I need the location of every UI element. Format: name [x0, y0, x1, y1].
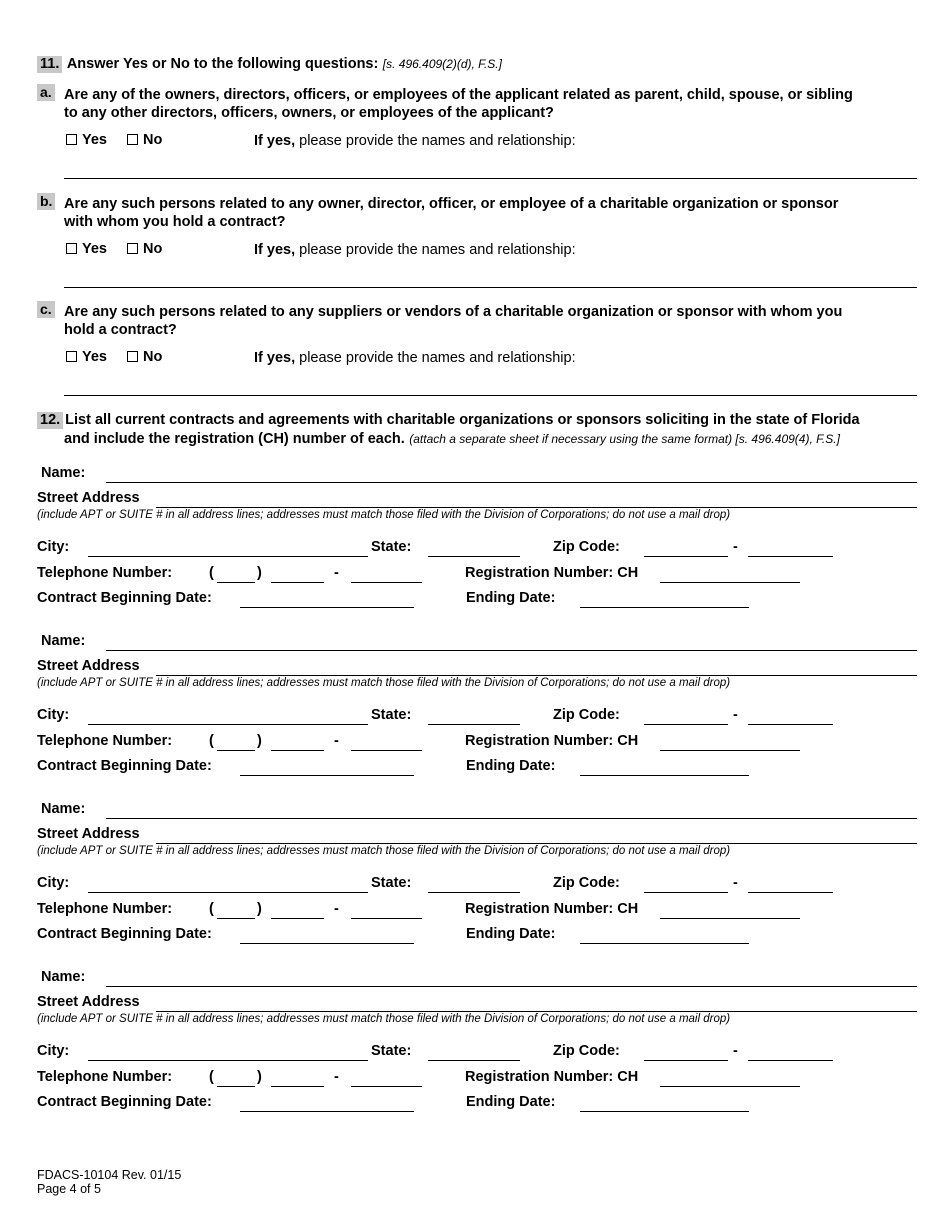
telephone-label: Telephone Number: — [37, 565, 173, 581]
telephone-label: Telephone Number: — [37, 1069, 173, 1085]
yes-no-group — [66, 349, 162, 365]
ending-date-field[interactable] — [580, 775, 749, 776]
registration-field[interactable] — [660, 1086, 800, 1087]
street-address-label: Street Address — [37, 658, 140, 674]
question-line1: Are any such persons related to any owner, director, officer, or employee of a charitable organization or sponsor — [64, 196, 839, 212]
contract-begin-label: Contract Beginning Date: — [37, 590, 212, 606]
no-checkbox[interactable] — [127, 243, 138, 254]
phone-line-field[interactable] — [351, 1086, 422, 1087]
no-label: No — [143, 132, 163, 148]
city-label: City: — [37, 875, 70, 891]
registration-label: Registration Number: CH — [465, 901, 639, 917]
zip-ext-field[interactable] — [748, 724, 833, 725]
state-label: State: — [371, 1043, 412, 1059]
if-yes-rest: please provide the names and relationship: — [295, 350, 576, 366]
contract-begin-field[interactable] — [240, 1111, 414, 1112]
question-letter: b. — [37, 193, 55, 210]
city-label: City: — [37, 1043, 70, 1059]
zip-field[interactable] — [644, 724, 728, 725]
zip-label: Zip Code: — [553, 875, 620, 891]
name-field[interactable] — [106, 986, 917, 987]
no-label: No — [143, 241, 163, 257]
zip-field[interactable] — [644, 556, 728, 557]
zip-label: Zip Code: — [553, 707, 620, 723]
name-field[interactable] — [106, 482, 917, 483]
q11-header — [37, 55, 502, 73]
no-label: No — [143, 349, 163, 365]
footer — [37, 1168, 181, 1196]
zip-dash: - — [733, 875, 738, 891]
telephone-label: Telephone Number: — [37, 733, 173, 749]
phone-prefix-field[interactable] — [271, 918, 324, 919]
street-address-field[interactable] — [156, 507, 917, 508]
ending-date-label: Ending Date: — [466, 926, 556, 942]
zip-field[interactable] — [644, 892, 728, 893]
zip-label: Zip Code: — [553, 1043, 620, 1059]
if-yes-bold: If yes, — [254, 133, 296, 149]
ending-date-label: Ending Date: — [466, 758, 556, 774]
address-note: (include APT or SUITE # in all address lines; addresses must match those filed with the Division of Corporations; do not use a mail drop) — [37, 845, 731, 857]
q12-line2 — [64, 430, 840, 448]
city-field[interactable] — [88, 724, 368, 725]
address-note: (include APT or SUITE # in all address lines; addresses must match those filed with the Division of Corporations; do not use a mail drop) — [37, 1013, 731, 1025]
relationship-answer-line[interactable] — [64, 178, 917, 179]
name-label: Name: — [41, 465, 86, 481]
question-line1: Are any of the owners, directors, officers, or employees of the applicant related as parent, child, spouse, or sibling — [64, 87, 853, 103]
phone-dash: - — [334, 901, 339, 917]
question-line2: hold a contract? — [64, 322, 177, 338]
yes-checkbox[interactable] — [66, 243, 77, 254]
question-line2: to any other directors, officers, owners, or employees of the applicant? — [64, 105, 554, 121]
q12-number: 12. — [37, 412, 63, 429]
q11-number: 11. — [37, 56, 62, 73]
yes-no-group — [66, 132, 162, 148]
state-field[interactable] — [428, 1060, 520, 1061]
zip-ext-field[interactable] — [748, 556, 833, 557]
form-number: FDACS-10104 Rev. 01/15 — [37, 1168, 182, 1182]
phone-line-field[interactable] — [351, 750, 422, 751]
area-code-field[interactable] — [217, 582, 255, 583]
area-code-field[interactable] — [217, 750, 255, 751]
contract-begin-field[interactable] — [240, 775, 414, 776]
city-field[interactable] — [88, 556, 368, 557]
question-b — [37, 193, 55, 211]
zip-ext-field[interactable] — [748, 892, 833, 893]
street-address-field[interactable] — [156, 843, 917, 844]
paren-close: ) — [257, 1069, 262, 1085]
ending-date-label: Ending Date: — [466, 590, 556, 606]
state-label: State: — [371, 875, 412, 891]
state-field[interactable] — [428, 724, 520, 725]
street-address-label: Street Address — [37, 490, 140, 506]
question-c — [37, 301, 55, 319]
if-yes-prompt — [254, 350, 576, 366]
if-yes-bold: If yes, — [254, 242, 296, 258]
street-address-label: Street Address — [37, 826, 140, 842]
name-label: Name: — [41, 633, 86, 649]
city-label: City: — [37, 707, 70, 723]
area-code-field[interactable] — [217, 1086, 255, 1087]
contract-begin-label: Contract Beginning Date: — [37, 758, 212, 774]
city-field[interactable] — [88, 1060, 368, 1061]
street-address-label: Street Address — [37, 994, 140, 1010]
registration-label: Registration Number: CH — [465, 1069, 639, 1085]
yes-no-group — [66, 241, 162, 257]
phone-prefix-field[interactable] — [271, 1086, 324, 1087]
address-note: (include APT or SUITE # in all address lines; addresses must match those filed with the Division of Corporations; do not use a mail drop) — [37, 509, 731, 521]
phone-dash: - — [334, 565, 339, 581]
phone-line-field[interactable] — [351, 918, 422, 919]
relationship-answer-line[interactable] — [64, 287, 917, 288]
state-field[interactable] — [428, 892, 520, 893]
if-yes-prompt — [254, 133, 576, 149]
page-number: Page 4 of 5 — [37, 1182, 101, 1196]
phone-prefix-field[interactable] — [271, 750, 324, 751]
ending-date-field[interactable] — [580, 607, 749, 608]
street-address-field[interactable] — [156, 675, 917, 676]
registration-field[interactable] — [660, 918, 800, 919]
contract-begin-field[interactable] — [240, 943, 414, 944]
zip-dash: - — [733, 707, 738, 723]
contract-begin-field[interactable] — [240, 607, 414, 608]
paren-open: ( — [209, 1069, 214, 1085]
paren-open: ( — [209, 565, 214, 581]
state-label: State: — [371, 707, 412, 723]
paren-close: ) — [257, 901, 262, 917]
phone-line-field[interactable] — [351, 582, 422, 583]
phone-prefix-field[interactable] — [271, 582, 324, 583]
registration-field[interactable] — [660, 750, 800, 751]
zip-ext-field[interactable] — [748, 1060, 833, 1061]
question-letter: c. — [37, 301, 55, 318]
q12-line1: List all current contracts and agreements with charitable organizations or sponsors soliciting in the state of Florida — [65, 412, 860, 428]
telephone-label: Telephone Number: — [37, 901, 173, 917]
name-field[interactable] — [106, 650, 917, 651]
address-note: (include APT or SUITE # in all address lines; addresses must match those filed with the Division of Corporations; do not use a mail drop) — [37, 677, 731, 689]
q12-line2-bold: and include the registration (CH) number of each. — [64, 431, 405, 447]
zip-field[interactable] — [644, 1060, 728, 1061]
if-yes-prompt — [254, 242, 576, 258]
name-label: Name: — [41, 969, 86, 985]
yes-checkbox[interactable] — [66, 351, 77, 362]
paren-close: ) — [257, 733, 262, 749]
contract-begin-label: Contract Beginning Date: — [37, 1094, 212, 1110]
contract-begin-label: Contract Beginning Date: — [37, 926, 212, 942]
registration-field[interactable] — [660, 582, 800, 583]
name-label: Name: — [41, 801, 86, 817]
if-yes-rest: please provide the names and relationship: — [295, 133, 576, 149]
phone-dash: - — [334, 733, 339, 749]
ending-date-field[interactable] — [580, 943, 749, 944]
zip-label: Zip Code: — [553, 539, 620, 555]
area-code-field[interactable] — [217, 918, 255, 919]
relationship-answer-line[interactable] — [64, 395, 917, 396]
zip-dash: - — [733, 1043, 738, 1059]
paren-open: ( — [209, 901, 214, 917]
zip-dash: - — [733, 539, 738, 555]
if-yes-bold: If yes, — [254, 350, 296, 366]
state-label: State: — [371, 539, 412, 555]
yes-checkbox[interactable] — [66, 134, 77, 145]
yes-label: Yes — [82, 132, 107, 148]
ending-date-field[interactable] — [580, 1111, 749, 1112]
street-address-field[interactable] — [156, 1011, 917, 1012]
phone-dash: - — [334, 1069, 339, 1085]
no-checkbox[interactable] — [127, 134, 138, 145]
q12-line2-italic: (attach a separate sheet if necessary using the same format) [s. 496.409(4), F.S.] — [409, 432, 840, 446]
ending-date-label: Ending Date: — [466, 1094, 556, 1110]
state-field[interactable] — [428, 556, 520, 557]
question-line2: with whom you hold a contract? — [64, 214, 286, 230]
q11-citation: [s. 496.409(2)(d), F.S.] — [382, 57, 502, 71]
if-yes-rest: please provide the names and relationship: — [295, 242, 576, 258]
yes-label: Yes — [82, 349, 107, 365]
name-field[interactable] — [106, 818, 917, 819]
question-letter: a. — [37, 84, 55, 101]
registration-label: Registration Number: CH — [465, 565, 639, 581]
yes-label: Yes — [82, 241, 107, 257]
q12-header — [37, 411, 860, 429]
q11-text: Answer Yes or No to the following questions: — [66, 56, 379, 72]
question-line1: Are any such persons related to any suppliers or vendors of a charitable organization or sponsor with whom you — [64, 304, 843, 320]
city-label: City: — [37, 539, 70, 555]
paren-open: ( — [209, 733, 214, 749]
paren-close: ) — [257, 565, 262, 581]
question-a — [37, 84, 55, 102]
no-checkbox[interactable] — [127, 351, 138, 362]
registration-label: Registration Number: CH — [465, 733, 639, 749]
city-field[interactable] — [88, 892, 368, 893]
